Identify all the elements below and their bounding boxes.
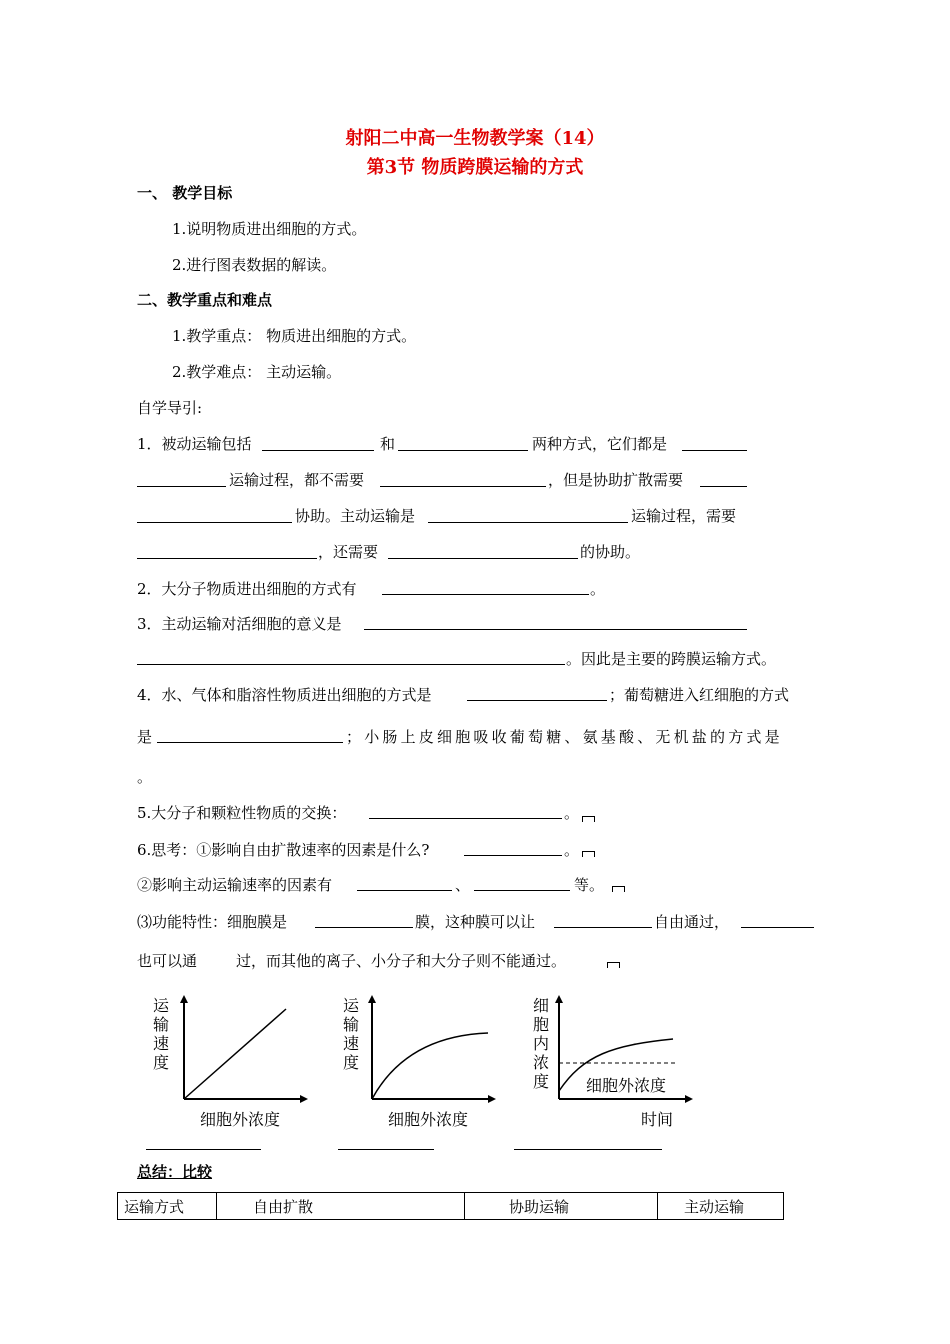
q3-text-a: 3．主动运输对活细胞的意义是 — [137, 615, 342, 633]
graph1-xlabel: 细胞外浓度 — [200, 1110, 281, 1129]
graph2-plot — [366, 995, 496, 1105]
q5-blank[interactable] — [369, 818, 562, 819]
q2-text-a: 2．大分子物质进出细胞的方式有 — [137, 580, 357, 598]
q4-text-a: 4．水、气体和脂溶性物质进出细胞的方式是 — [137, 686, 432, 704]
return-mark-icon — [607, 962, 620, 968]
q7-text-a: ⑶功能特性：细胞膜是 — [137, 913, 288, 931]
q1-blank-7[interactable] — [137, 558, 317, 559]
q6-text-b: 。 — [564, 841, 580, 859]
q1-text-a: 1．被动运输包括 — [137, 435, 252, 453]
q7-text-b: 膜，这种膜可以让 — [415, 913, 536, 931]
q4-text-b: ；葡萄糖进入红细胞的方式 — [609, 686, 790, 704]
q7-text-d: 也可以通 — [137, 952, 198, 970]
q2-blank[interactable] — [382, 594, 589, 595]
q4-blank-2[interactable] — [157, 742, 343, 743]
table-header-cell: 协助运输 — [465, 1193, 658, 1220]
q1-blank-2[interactable] — [398, 450, 528, 451]
objective-item-1: 1.说明物质进出细胞的方式。 — [172, 220, 367, 238]
q1-text-g: 运输过程，需要 — [631, 507, 737, 525]
q1-blank-3[interactable] — [682, 450, 747, 451]
graph2-xlabel: 细胞外浓度 — [388, 1110, 469, 1129]
q7-blank-1[interactable] — [315, 927, 413, 928]
section-heading-objectives: 一、 教学目标 — [137, 184, 233, 202]
summary-label: 总结：比较 — [137, 1163, 213, 1181]
table-header-cell: 自由扩散 — [217, 1193, 465, 1220]
objective-item-2: 2.进行图表数据的解读。 — [172, 256, 337, 274]
q4-blank-1[interactable] — [467, 700, 607, 701]
graph3-xlabel: 时间 — [641, 1110, 674, 1129]
graph2-answer-blank[interactable] — [338, 1149, 434, 1150]
q4-text-c: 是 — [137, 728, 153, 746]
q1-blank-4[interactable] — [380, 486, 546, 487]
q1-text-c: 两种方式，它们都是 — [532, 435, 668, 453]
page-subtitle: 第3节 物质跨膜运输的方式 — [366, 157, 584, 178]
q7-text-e: 过，而其他的离子、小分子和大分子则不能通过。 — [236, 952, 567, 970]
graph3-inner-label: 细胞外浓度 — [586, 1076, 667, 1095]
q4-text-e: 。 — [137, 768, 153, 786]
graph1-curve — [184, 1009, 286, 1099]
q7-blank-3[interactable] — [741, 927, 814, 928]
table-header-cell: 主动运输 — [658, 1193, 784, 1220]
q1-text-b: 和 — [380, 435, 396, 453]
table-header-row — [118, 1193, 784, 1220]
q1-blank-8[interactable] — [388, 558, 578, 559]
q1-text-f: 协助。主动运输是 — [295, 507, 416, 525]
graph2-curve — [372, 1033, 488, 1099]
q5-text-b: 。 — [564, 804, 580, 822]
q3-blank-cont[interactable] — [137, 664, 565, 665]
return-mark-icon — [582, 816, 595, 822]
graph2-ylabel: 运 输 速 度 — [343, 996, 360, 1072]
q6b-text-c: 等。 — [574, 876, 605, 894]
key-point-item-2: 2.教学难点： 主动运输。 — [172, 363, 342, 381]
graph3-answer-blank[interactable] — [514, 1149, 662, 1150]
graph1-answer-blank[interactable] — [146, 1149, 261, 1150]
q1-blank-3-cont[interactable] — [137, 486, 226, 487]
comparison-table — [117, 1192, 784, 1220]
graph1-ylabel: 运 输 速 度 — [153, 996, 170, 1072]
q4-text-d: ；小肠上皮细胞吸收葡萄糖、氨基酸、无机盐的方式是 — [346, 728, 783, 746]
guide-label: 自学导引: — [137, 399, 203, 417]
key-point-item-1: 1.教学重点： 物质进出细胞的方式。 — [172, 327, 417, 345]
q3-blank[interactable] — [364, 629, 747, 630]
q6-text-a: 6.思考：①影响自由扩散速率的因素是什么? — [137, 841, 430, 859]
graph1-plot — [178, 995, 308, 1105]
q1-text-h: ，还需要 — [318, 543, 379, 561]
q6b-blank-2[interactable] — [474, 890, 570, 891]
q1-blank-1[interactable] — [262, 450, 374, 451]
q1-blank-5[interactable] — [700, 486, 747, 487]
q1-blank-5-cont[interactable] — [137, 522, 292, 523]
q7-blank-2[interactable] — [554, 927, 652, 928]
q1-text-e: ，但是协助扩散需要 — [548, 471, 684, 489]
q1-blank-6[interactable] — [428, 522, 628, 523]
return-mark-icon — [612, 886, 625, 892]
q6b-blank-1[interactable] — [357, 890, 452, 891]
return-mark-icon — [582, 851, 595, 857]
q1-text-i: 的协助。 — [580, 543, 641, 561]
q1-text-d: 运输过程，都不需要 — [229, 471, 365, 489]
q6b-text-a: ②影响主动运输速率的因素有 — [137, 876, 333, 894]
page-title: 射阳二中高一生物教学案（14） — [345, 128, 605, 149]
q7-text-c: 自由通过， — [654, 913, 730, 931]
q2-text-b: 。 — [590, 580, 606, 598]
q3-text-b: 。因此是主要的跨膜运输方式。 — [566, 650, 777, 668]
q5-text-a: 5.大分子和颗粒性物质的交换： — [137, 804, 347, 822]
graph3-ylabel: 细 胞 内 浓 度 — [533, 996, 550, 1091]
section-heading-key-points: 二、教学重点和难点 — [137, 291, 273, 309]
q6b-text-b: 、 — [455, 876, 471, 894]
q6-blank[interactable] — [464, 855, 562, 856]
table-header-cell: 运输方式 — [118, 1193, 217, 1220]
